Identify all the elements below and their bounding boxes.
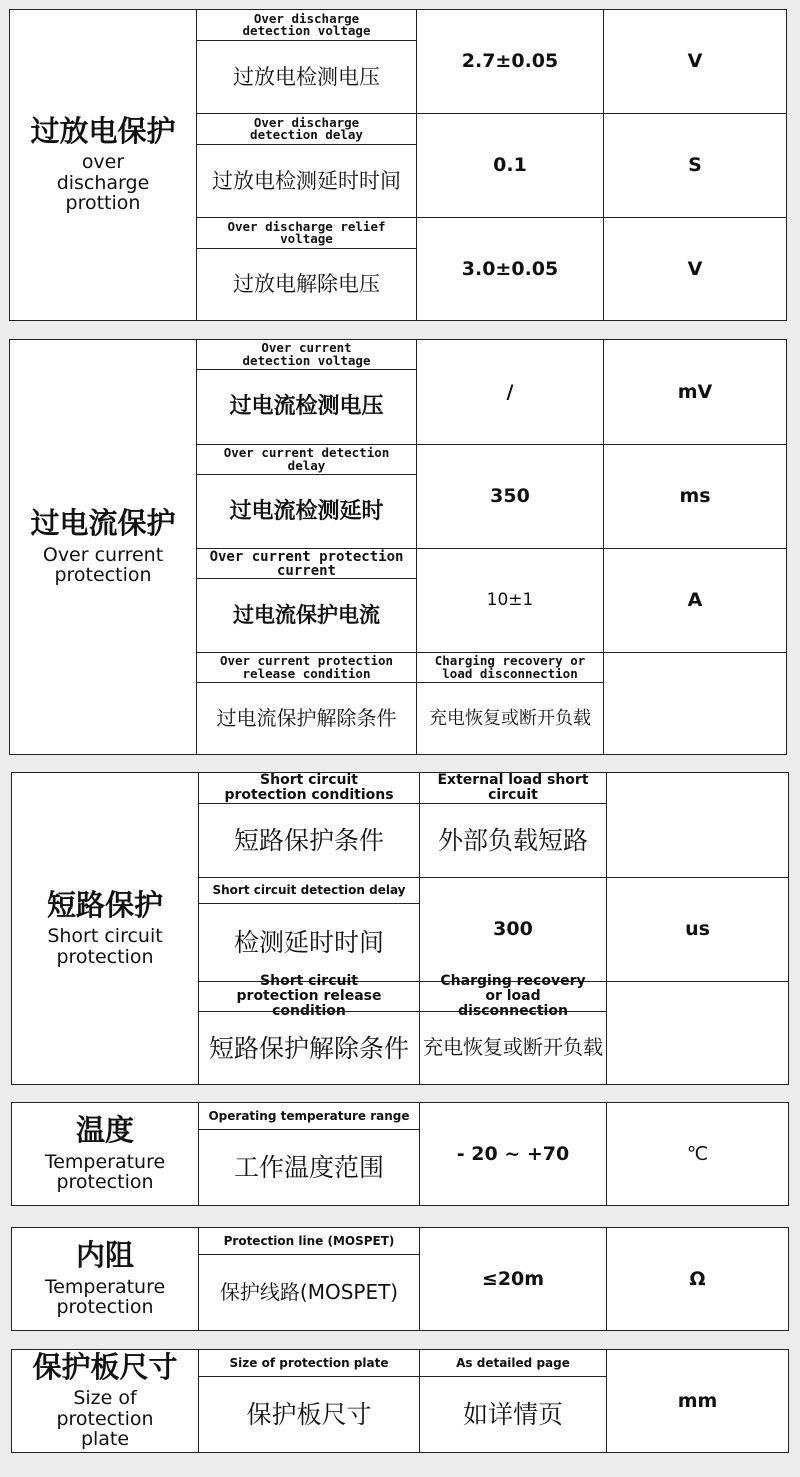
category-title-cn: 短路保护 <box>46 887 163 922</box>
param-unit: ℃ <box>606 1103 788 1205</box>
param-value-cn: 外部负载短路 <box>419 803 606 877</box>
param-value: 300 <box>419 877 606 981</box>
category-title-en: Over current protection <box>42 543 164 587</box>
param-unit: V <box>603 10 786 113</box>
param-name-en: Operating temperature range <box>198 1103 419 1129</box>
param-name-cn: 过放电检测延时时间 <box>196 144 416 217</box>
param-name-cn: 过电流保护解除条件 <box>196 682 416 754</box>
param-value-en: Charging recovery or load disconnection <box>419 981 606 1011</box>
param-value: ≤20m <box>419 1228 606 1330</box>
param-name-cn: 保护线路(MOSPET) <box>198 1254 419 1330</box>
param-value: 3.0±0.05 <box>416 217 603 320</box>
param-unit: mV <box>603 340 786 444</box>
category-title-cn: 保护板尺寸 <box>32 1350 178 1385</box>
category-title-cn: 过放电保护 <box>30 114 176 149</box>
param-unit: mm <box>606 1350 788 1452</box>
param-name-en: Over discharge detection delay <box>196 113 416 144</box>
category-title-en: Short circuit protection <box>47 925 163 968</box>
param-name-cn: 过放电解除电压 <box>196 248 416 320</box>
param-value: - 20 ~ +70 <box>419 1103 606 1205</box>
param-value: 10±1 <box>416 548 603 652</box>
param-value: / <box>416 340 603 444</box>
param-unit <box>606 981 788 1084</box>
param-unit: S <box>603 113 786 217</box>
category-title-en: over discharge prottion <box>56 151 150 215</box>
param-name-en: Size of protection plate <box>198 1350 419 1376</box>
param-name-cn: 工作温度范围 <box>198 1129 419 1205</box>
category-title-cn: 温度 <box>75 1113 134 1148</box>
size-table <box>11 1349 789 1453</box>
param-unit <box>606 773 788 877</box>
param-unit: us <box>606 877 788 981</box>
param-value-en: External load short circuit <box>419 773 606 803</box>
shortcircuit-table <box>11 772 789 1085</box>
param-name-cn: 过电流检测电压 <box>196 369 416 444</box>
param-value-en: As detailed page <box>419 1350 606 1376</box>
param-unit: A <box>603 548 786 652</box>
param-name-cn: 检测延时时间 <box>198 903 419 981</box>
param-value-en: Charging recovery or load disconnection <box>416 652 603 682</box>
param-name-cn: 过放电检测电压 <box>196 40 416 113</box>
param-value-cn: 充电恢复或断开负载 <box>416 682 603 754</box>
param-name-en: Short circuit detection delay <box>198 877 419 903</box>
category-cell <box>12 773 198 1084</box>
param-name-en: Over current protection current <box>196 548 416 578</box>
category-cell <box>10 10 196 320</box>
category-title-en: Temperature protection <box>44 1275 166 1319</box>
param-value-cn: 如详情页 <box>419 1376 606 1452</box>
param-name-en: Over discharge detection voltage <box>196 10 416 40</box>
param-name-en: Over current detection delay <box>196 444 416 474</box>
temperature-table <box>11 1102 789 1206</box>
param-name-en: Over current protection release condition <box>196 652 416 682</box>
category-cell <box>12 1103 198 1205</box>
param-name-en: Over current detection voltage <box>196 340 416 369</box>
overdischarge-table <box>9 9 787 321</box>
category-cell <box>10 340 196 754</box>
category-title-en: Size of protection plate <box>56 1387 154 1451</box>
param-name-cn: 短路保护条件 <box>198 803 419 877</box>
param-unit: V <box>603 217 786 320</box>
param-unit: ms <box>603 444 786 548</box>
param-value: 2.7±0.05 <box>416 10 603 113</box>
overcurrent-table <box>9 339 787 755</box>
param-value: 0.1 <box>416 113 603 217</box>
param-value-cn: 充电恢复或断开负载 <box>419 1011 606 1084</box>
param-name-cn: 短路保护解除条件 <box>198 1011 419 1084</box>
param-name-en: Short circuit protection conditions <box>198 773 419 803</box>
category-cell <box>12 1228 198 1330</box>
param-name-en: Protection line (MOSPET) <box>198 1228 419 1254</box>
param-name-cn: 保护板尺寸 <box>198 1376 419 1452</box>
resistance-table <box>11 1227 789 1331</box>
param-name-cn: 过电流检测延时 <box>196 474 416 548</box>
category-title-en: Temperature protection <box>44 1150 166 1194</box>
param-name-en: Over discharge relief voltage <box>196 217 416 248</box>
category-title-cn: 内阻 <box>75 1238 134 1273</box>
category-title-cn: 过电流保护 <box>30 506 176 541</box>
param-unit: Ω <box>606 1228 788 1330</box>
param-unit <box>603 652 786 754</box>
param-name-cn: 过电流保护电流 <box>196 578 416 652</box>
param-value: 350 <box>416 444 603 548</box>
category-cell <box>12 1350 198 1452</box>
param-name-en: Short circuit protection release condition <box>198 981 419 1011</box>
